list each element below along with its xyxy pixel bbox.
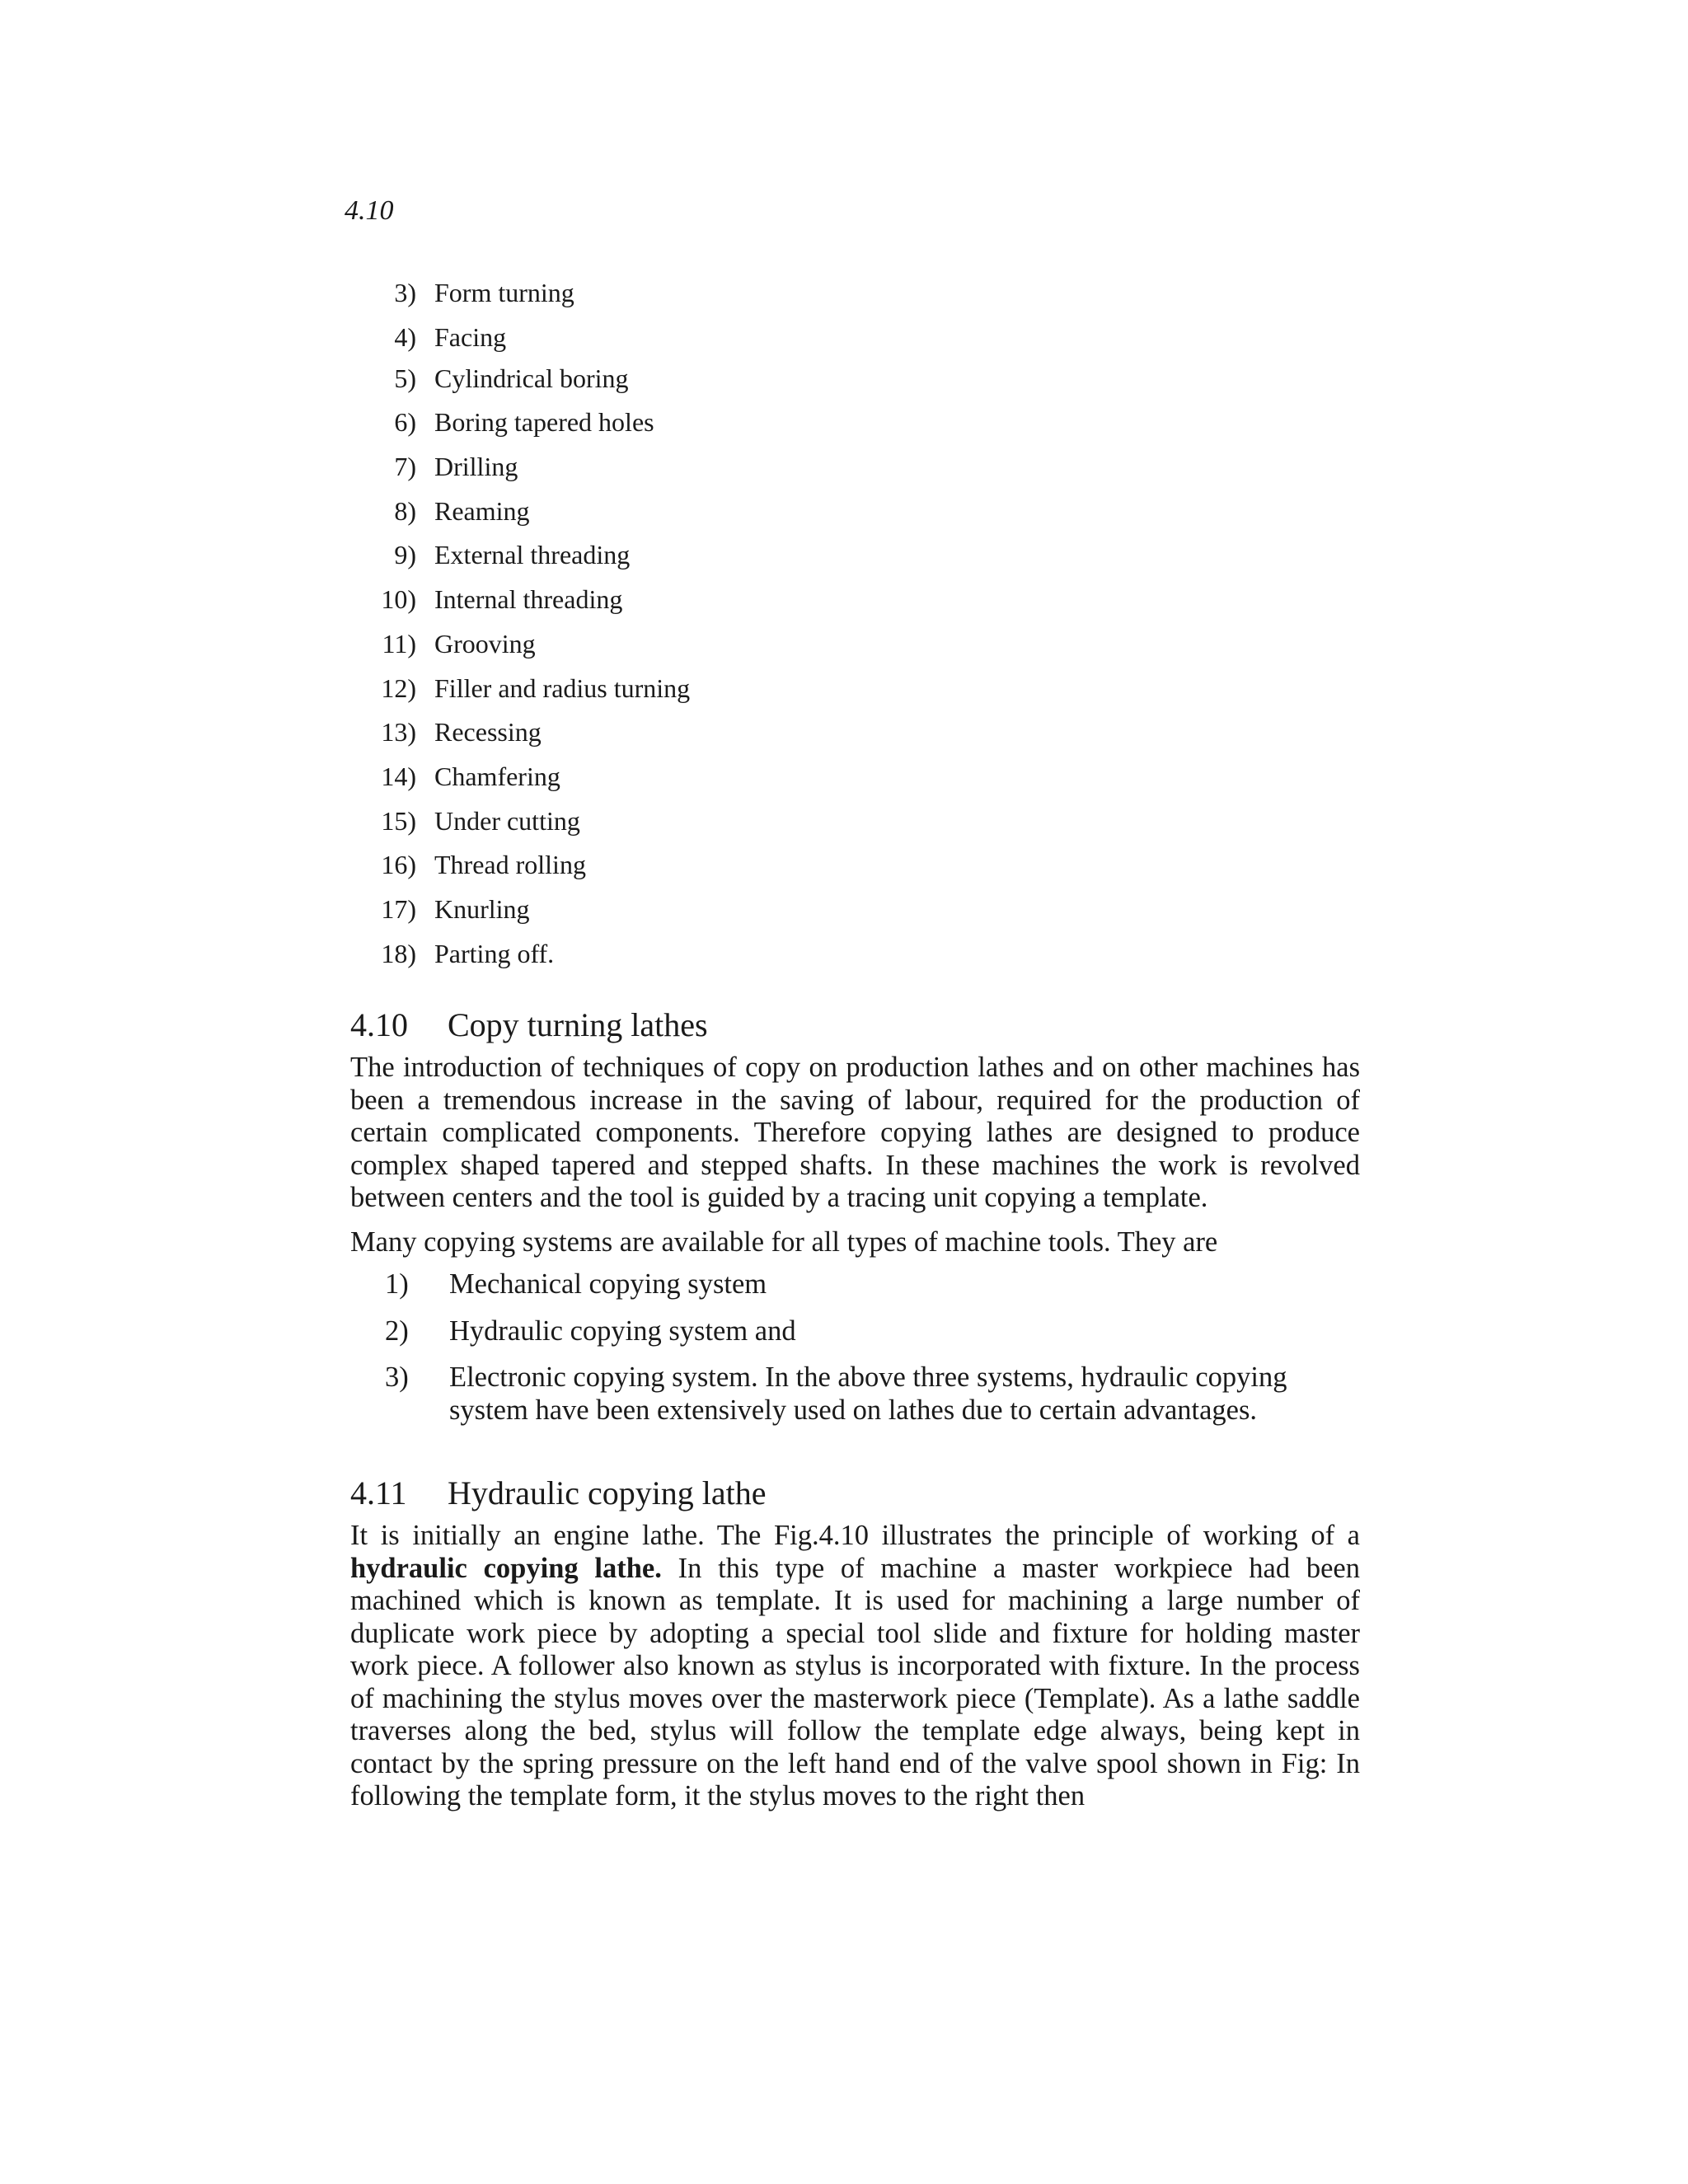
section-heading: [350, 1474, 1360, 1513]
list-item-text: Under cutting: [434, 805, 580, 836]
paragraph: [350, 1520, 1360, 1813]
list-item-text: Grooving: [434, 628, 536, 658]
list-item-number: 16): [381, 850, 416, 880]
list-item-text: Knurling: [434, 893, 530, 924]
list-item-text: Hydraulic copying system and: [449, 1315, 796, 1347]
list-item-number: 18): [381, 938, 416, 968]
paragraph: Many copying systems are available for all types of machine tools. They are: [350, 1226, 1218, 1258]
list-item-number: 5): [394, 363, 416, 393]
list-item-number: 7): [394, 452, 416, 482]
list-item-text: Filler and radius turning: [434, 673, 691, 703]
list-item-text: Internal threading: [434, 584, 623, 615]
paragraph: The introduction of techniques of copy on production lathes and on other machines has been a tremendous increase in the saving of labour, required for the production of certain complicated components. Therefore copying lathes are designed to produce complex shaped tapered and stepped shafts. In these machines the work is revolved between centers and the tool is guided by a tracing unit copying a template.: [350, 1052, 1360, 1213]
list-item-number: 4): [394, 321, 416, 352]
list-item-text: Chamfering: [434, 761, 560, 791]
list-item-text: External threading: [434, 540, 631, 570]
paragraph-text: In this type of machine a master workpiece had been machined which is known as template. It is used for machining a large number of duplicate work piece by adopting a special tool slide and fixture for holding master work piece. A follower also known as stylus is incorporated with fixture. In the process of machining the stylus moves over the masterwork piece (Template). As a lathe saddle traverses along the bed, stylus will follow the template edge always, being kept in contact by the spring pressure on the left hand end of the valve spool shown in Fig: In following the template form, it the stylus moves to the right then: [350, 1552, 1360, 1811]
list-item-text: Boring tapered holes: [434, 407, 654, 438]
list-item-number: 8): [394, 495, 416, 526]
list-item-number: 9): [394, 540, 416, 570]
list-item: [350, 1268, 1360, 1301]
list-item-text: Drilling: [434, 452, 518, 482]
bold-term: hydraulic copying lathe.: [350, 1552, 662, 1584]
list-item-number: 13): [381, 717, 416, 748]
list-item-number: 1): [385, 1268, 409, 1300]
section-hydraulic-copying-lathe: [350, 1474, 1360, 1813]
list-item-text: Cylindrical boring: [434, 363, 629, 393]
section-number: 4.11: [350, 1474, 407, 1511]
list-item-text: Reaming: [434, 495, 530, 526]
list-item-number: 11): [382, 628, 416, 658]
list-item-text: Thread rolling: [434, 850, 586, 880]
list-item-number: 12): [381, 673, 416, 703]
section-title: Hydraulic copying lathe: [448, 1474, 767, 1511]
list-item-text: Mechanical copying system: [449, 1268, 767, 1300]
section-copy-turning-lathes: [350, 1005, 1360, 1441]
copying-systems-list: [350, 1268, 1360, 1427]
paragraph-lead-text: It is initially an engine lathe. The Fig.4.10 illustrates the principle of working of a: [350, 1520, 1360, 1551]
list-item-number: 15): [381, 805, 416, 836]
list-item-number: 2): [385, 1315, 409, 1347]
list-item-text: Parting off.: [434, 938, 555, 968]
list-item: [350, 1361, 1360, 1427]
list-item-text: Recessing: [434, 717, 542, 748]
list-item-number: 3): [394, 278, 416, 307]
section-title: Copy turning lathes: [448, 1006, 708, 1043]
list-item-text: Form turning: [434, 278, 574, 307]
list-item-number: 6): [394, 407, 416, 438]
list-item-text: Facing: [434, 321, 507, 352]
page-number: 4.10: [345, 195, 394, 226]
list-item-text: Electronic copying system. In the above three systems, hydraulic copying system have been extensively used on lathes due to certain advantages.: [449, 1361, 1287, 1426]
list-item: [350, 1315, 1360, 1348]
list-item-number: 3): [385, 1361, 409, 1393]
section-heading: [350, 1005, 1360, 1045]
list-item-number: 10): [381, 584, 416, 615]
section-number: 4.10: [350, 1006, 408, 1043]
list-item-number: 17): [381, 893, 416, 924]
list-item-number: 14): [381, 761, 416, 791]
